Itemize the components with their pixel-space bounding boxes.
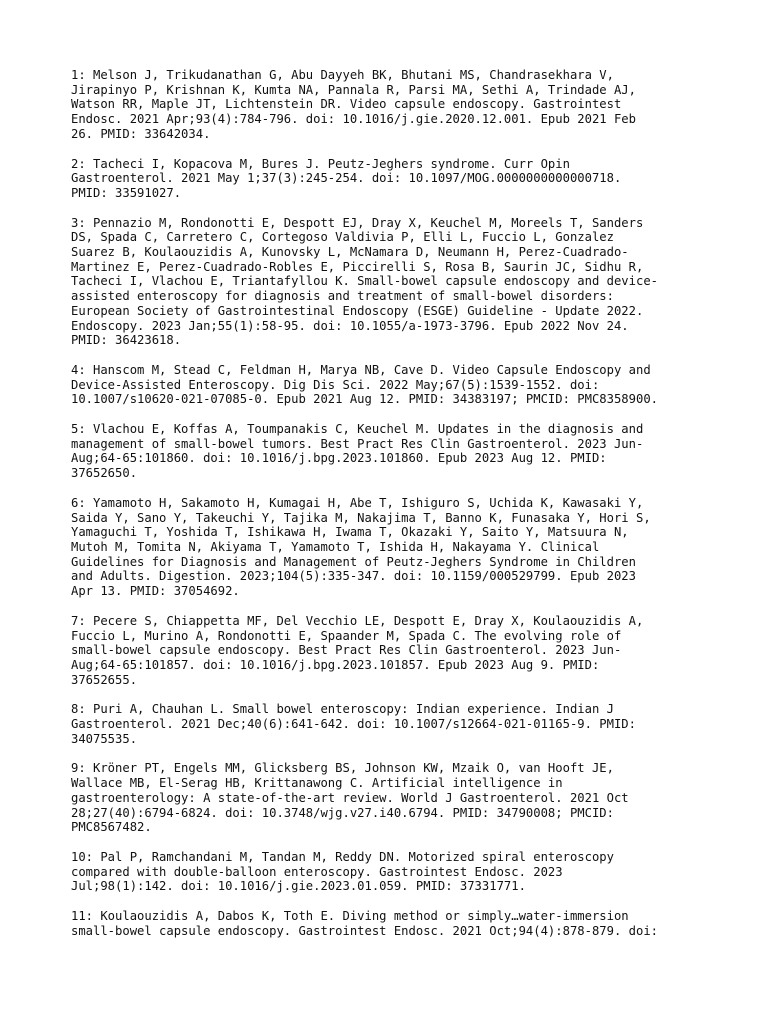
reference-4 <box>71 363 701 407</box>
reference-3 <box>71 216 701 348</box>
reference-line: Gastroenterol. 2021 May 1;37(3):245-254. doi: 10.1097/MOG.0000000000000718. <box>71 171 622 186</box>
reference-line: PMC8567482. <box>71 820 152 835</box>
reference-line: Watson RR, Maple JT, Lichtenstein DR. Video capsule endoscopy. Gastrointest <box>71 97 622 112</box>
reference-11 <box>71 909 701 938</box>
reference-line: gastroenterology: A state-of-the-art review. World J Gastroenterol. 2021 Oct <box>71 790 629 805</box>
reference-line: 26. PMID: 33642034. <box>71 126 211 141</box>
reference-line: 8: Puri A, Chauhan L. Small bowel enteroscopy: Indian experience. Indian J <box>71 702 614 717</box>
reference-line: 37652655. <box>71 672 138 687</box>
reference-line: small-bowel capsule endoscopy. Best Pract Res Clin Gastroenterol. 2023 Jun- <box>71 643 622 658</box>
reference-line: 10.1007/s10620-021-07085-0. Epub 2021 Aug 12. PMID: 34383197; PMCID: PMC8358900. <box>71 392 658 407</box>
reference-line: Aug;64-65:101857. doi: 10.1016/j.bpg.2023.101857. Epub 2023 Aug 9. PMID: <box>71 657 600 672</box>
reference-line: 5: Vlachou E, Koffas A, Toumpanakis C, Keuchel M. Updates in the diagnosis and <box>71 422 644 437</box>
reference-line: DS, Spada C, Carretero C, Cortegoso Valdivia P, Elli L, Fuccio L, Gonzalez <box>71 230 614 245</box>
reference-line: Martinez E, Perez-Cuadrado-Robles E, Piccirelli S, Rosa B, Saurin JC, Sidhu R, <box>71 259 644 274</box>
reference-line: 11: Koulaouzidis A, Dabos K, Toth E. Diving method or simply…water-immersion <box>71 909 629 924</box>
reference-line: Suarez B, Koulaouzidis A, Kunovsky L, McNamara D, Neumann H, Perez-Cuadrado- <box>71 245 629 260</box>
reference-line: Yamaguchi T, Yoshida T, Ishikawa H, Iwama T, Okazaki Y, Saito Y, Matsuura N, <box>71 525 629 540</box>
reference-line: 2: Tacheci I, Kopacova M, Bures J. Peutz-Jeghers syndrome. Curr Opin <box>71 156 570 171</box>
reference-line: PMID: 36423618. <box>71 333 182 348</box>
reference-line: small-bowel capsule endoscopy. Gastrointest Endosc. 2021 Oct;94(4):878-879. doi: <box>71 923 658 938</box>
reference-6 <box>71 496 701 599</box>
reference-5 <box>71 422 701 481</box>
reference-line: 34075535. <box>71 731 138 746</box>
reference-line: 37652650. <box>71 466 138 481</box>
reference-8 <box>71 702 701 746</box>
reference-1 <box>71 68 701 142</box>
reference-line: Gastroenterol. 2021 Dec;40(6):641-642. doi: 10.1007/s12664-021-01165-9. PMID: <box>71 717 636 732</box>
reference-7 <box>71 614 701 688</box>
reference-line: Guidelines for Diagnosis and Management of Peutz-Jeghers Syndrome in Children <box>71 554 636 569</box>
reference-line: Fuccio L, Murino A, Rondonotti E, Spaander M, Spada C. The evolving role of <box>71 628 622 643</box>
reference-line: assisted enteroscopy for diagnosis and treatment of small-bowel disorders: <box>71 289 614 304</box>
reference-line: compared with double-balloon enteroscopy. Gastrointest Endosc. 2023 <box>71 864 563 879</box>
reference-line: 9: Kröner PT, Engels MM, Glicksberg BS, Johnson KW, Mzaik O, van Hooft JE, <box>71 761 614 776</box>
reference-line: 3: Pennazio M, Rondonotti E, Despott EJ, Dray X, Keuchel M, Moreels T, Sanders <box>71 215 644 230</box>
reference-list <box>71 68 701 953</box>
reference-line: Saida Y, Sano Y, Takeuchi Y, Tajika M, Nakajima T, Banno K, Funasaka Y, Hori S, <box>71 510 651 525</box>
reference-line: PMID: 33591027. <box>71 185 182 200</box>
reference-line: management of small-bowel tumors. Best Pract Res Clin Gastroenterol. 2023 Jun- <box>71 436 644 451</box>
reference-10 <box>71 850 701 894</box>
reference-line: and Adults. Digestion. 2023;104(5):335-347. doi: 10.1159/000529799. Epub 2023 <box>71 569 636 584</box>
reference-2 <box>71 157 701 201</box>
reference-line: European Society of Gastrointestinal Endoscopy (ESGE) Guideline - Update 2022. <box>71 303 644 318</box>
reference-line: 6: Yamamoto H, Sakamoto H, Kumagai H, Abe T, Ishiguro S, Uchida K, Kawasaki Y, <box>71 495 644 510</box>
reference-line: 10: Pal P, Ramchandani M, Tandan M, Reddy DN. Motorized spiral enteroscopy <box>71 849 614 864</box>
reference-line: Device-Assisted Enteroscopy. Dig Dis Sci. 2022 May;67(5):1539-1552. doi: <box>71 377 600 392</box>
reference-line: 28;27(40):6794-6824. doi: 10.3748/wjg.v27.i40.6794. PMID: 34790008; PMCID: <box>71 805 614 820</box>
reference-line: Endosc. 2021 Apr;93(4):784-796. doi: 10.1016/j.gie.2020.12.001. Epub 2021 Feb <box>71 112 636 127</box>
reference-9 <box>71 761 701 835</box>
reference-line: Jirapinyo P, Krishnan K, Kumta NA, Pannala R, Parsi MA, Sethi A, Trindade AJ, <box>71 82 636 97</box>
reference-line: Wallace MB, El-Serag HB, Krittanawong C. Artificial intelligence in <box>71 776 563 791</box>
reference-line: Jul;98(1):142. doi: 10.1016/j.gie.2023.01.059. PMID: 37331771. <box>71 879 526 894</box>
reference-line: Aug;64-65:101860. doi: 10.1016/j.bpg.2023.101860. Epub 2023 Aug 12. PMID: <box>71 451 607 466</box>
reference-line: Endoscopy. 2023 Jan;55(1):58-95. doi: 10.1055/a-1973-3796. Epub 2022 Nov 24. <box>71 318 629 333</box>
reference-line: Mutoh M, Tomita N, Akiyama T, Yamamoto T, Ishida H, Nakayama Y. Clinical <box>71 539 600 554</box>
reference-line: 1: Melson J, Trikudanathan G, Abu Dayyeh BK, Bhutani MS, Chandrasekhara V, <box>71 68 614 82</box>
reference-line: 7: Pecere S, Chiappetta MF, Del Vecchio LE, Despott E, Dray X, Koulaouzidis A, <box>71 613 644 628</box>
reference-line: Tacheci I, Vlachou E, Triantafyllou K. Small-bowel capsule endoscopy and device- <box>71 274 658 289</box>
reference-line: Apr 13. PMID: 37054692. <box>71 584 240 599</box>
reference-line: 4: Hanscom M, Stead C, Feldman H, Marya NB, Cave D. Video Capsule Endoscopy and <box>71 362 651 377</box>
